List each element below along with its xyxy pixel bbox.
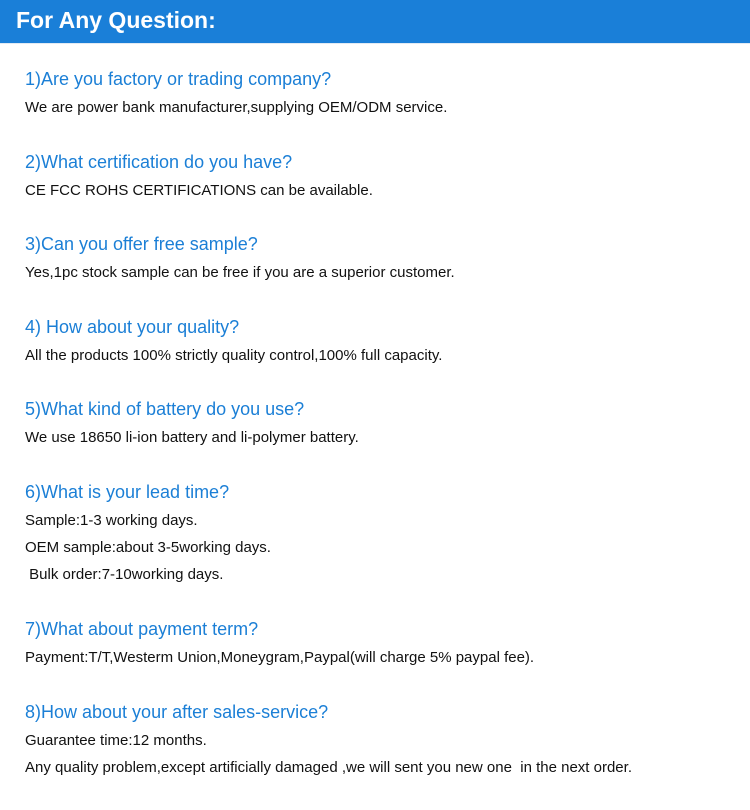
faq-answers: [25, 94, 745, 121]
faq-item-3: [25, 233, 745, 286]
faq-answers: [25, 342, 745, 369]
faq-answer-line: We are power bank manufacturer,supplying OEM/ODM service.: [25, 99, 448, 116]
faq-answer-line: Payment:T/T,Westerm Union,Moneygram,Paypal(will charge 5% paypal fee).: [25, 649, 535, 666]
faq-answer-line: All the products 100% strictly quality control,100% full capacity.: [25, 347, 443, 364]
faq-answers: [25, 644, 745, 671]
faq-question: 1)Are you factory or trading company?: [25, 69, 332, 89]
faq-answer-line: OEM sample:about 3-5working days.: [25, 539, 271, 556]
faq-answer-line: We use 18650 li-ion battery and li-polymer battery.: [25, 429, 359, 446]
faq-answer-line: Any quality problem,except artificially damaged ,we will sent you new one in the next order.: [25, 759, 632, 776]
faq-item-5: [25, 398, 745, 451]
faq-answers: [25, 507, 745, 588]
faq-item-6: [25, 481, 745, 588]
faq-answers: [25, 259, 745, 286]
faq-answers: [25, 177, 745, 204]
faq-answer-line: Sample:1-3 working days.: [25, 512, 198, 529]
faq-question: 8)How about your after sales-service?: [25, 702, 329, 722]
faq-answer-line: Yes,1pc stock sample can be free if you are a superior customer.: [25, 264, 455, 281]
faq-answer-line: Bulk order:7-10working days.: [25, 566, 224, 583]
faq-item-1: [25, 68, 745, 121]
faq-question: 6)What is your lead time?: [25, 482, 230, 502]
faq-answers: [25, 424, 745, 451]
faq-item-8: [25, 701, 745, 781]
faq-answers: [25, 727, 745, 781]
faq-question: 2)What certification do you have?: [25, 152, 293, 172]
faq-question: 5)What kind of battery do you use?: [25, 399, 305, 419]
faq-item-7: [25, 618, 745, 671]
page-title: For Any Question:: [16, 7, 216, 33]
header-banner: [0, 0, 750, 44]
faq-question: 4) How about your quality?: [25, 317, 240, 337]
faq-question: 3)Can you offer free sample?: [25, 234, 258, 254]
faq-answer-line: Guarantee time:12 months.: [25, 732, 207, 749]
faq-question: 7)What about payment term?: [25, 619, 259, 639]
faq-answer-line: CE FCC ROHS CERTIFICATIONS can be available.: [25, 182, 373, 199]
faq-item-2: [25, 151, 745, 204]
faq-item-4: [25, 316, 745, 369]
